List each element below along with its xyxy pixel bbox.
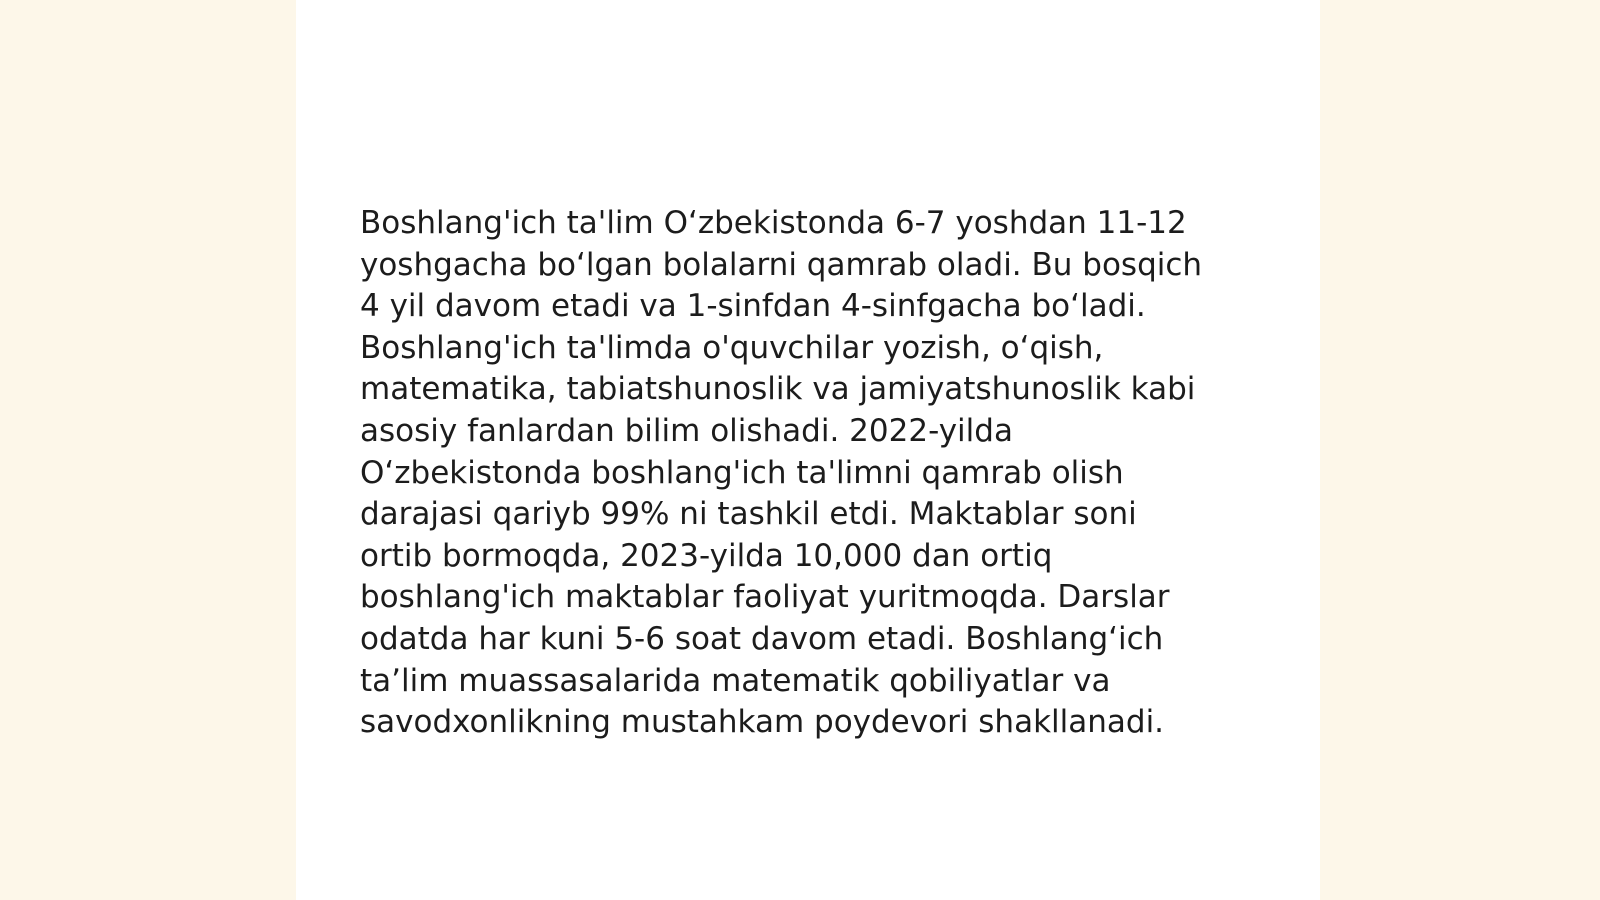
text-line: Boshlang'ich ta'lim O‘zbekistonda 6-7 yoshdan 11-12 [360,205,1187,241]
text-line: 4 yil davom etadi va 1-sinfdan 4-sinfgacha bo‘ladi. [360,288,1146,325]
text-line: asosiy fanlardan bilim olishadi. 2022-yilda [360,412,1013,449]
text-line: savodxonlikning mustahkam poydevori shakllanadi. [360,704,1165,741]
text-line: boshlang'ich maktablar faoliyat yuritmoqda. Darslar [360,579,1170,616]
text-line: matematika, tabiatshunoslik va jamiyatshunoslik kabi [360,371,1196,408]
text-line: ortib bormoqda, 2023-yilda 10,000 dan ortiq [360,537,1053,574]
text-line: O‘zbekistonda boshlang'ich ta'limni qamrab olish [360,454,1124,491]
text-line: Boshlang'ich ta'limda o'quvchilar yozish, o‘qish, [360,329,1104,366]
text-line: ta’lim muassasalarida matematik qobiliyatlar va [360,662,1111,699]
body-paragraph [360,203,1260,744]
text-line: darajasi qariyb 99% ni tashkil etdi. Maktablar soni [360,496,1137,533]
text-line: odatda har kuni 5-6 soat davom etadi. Boshlang‘ich [360,620,1164,657]
text-line: yoshgacha bo‘lgan bolalarni qamrab oladi. Bu bosqich [360,246,1203,283]
